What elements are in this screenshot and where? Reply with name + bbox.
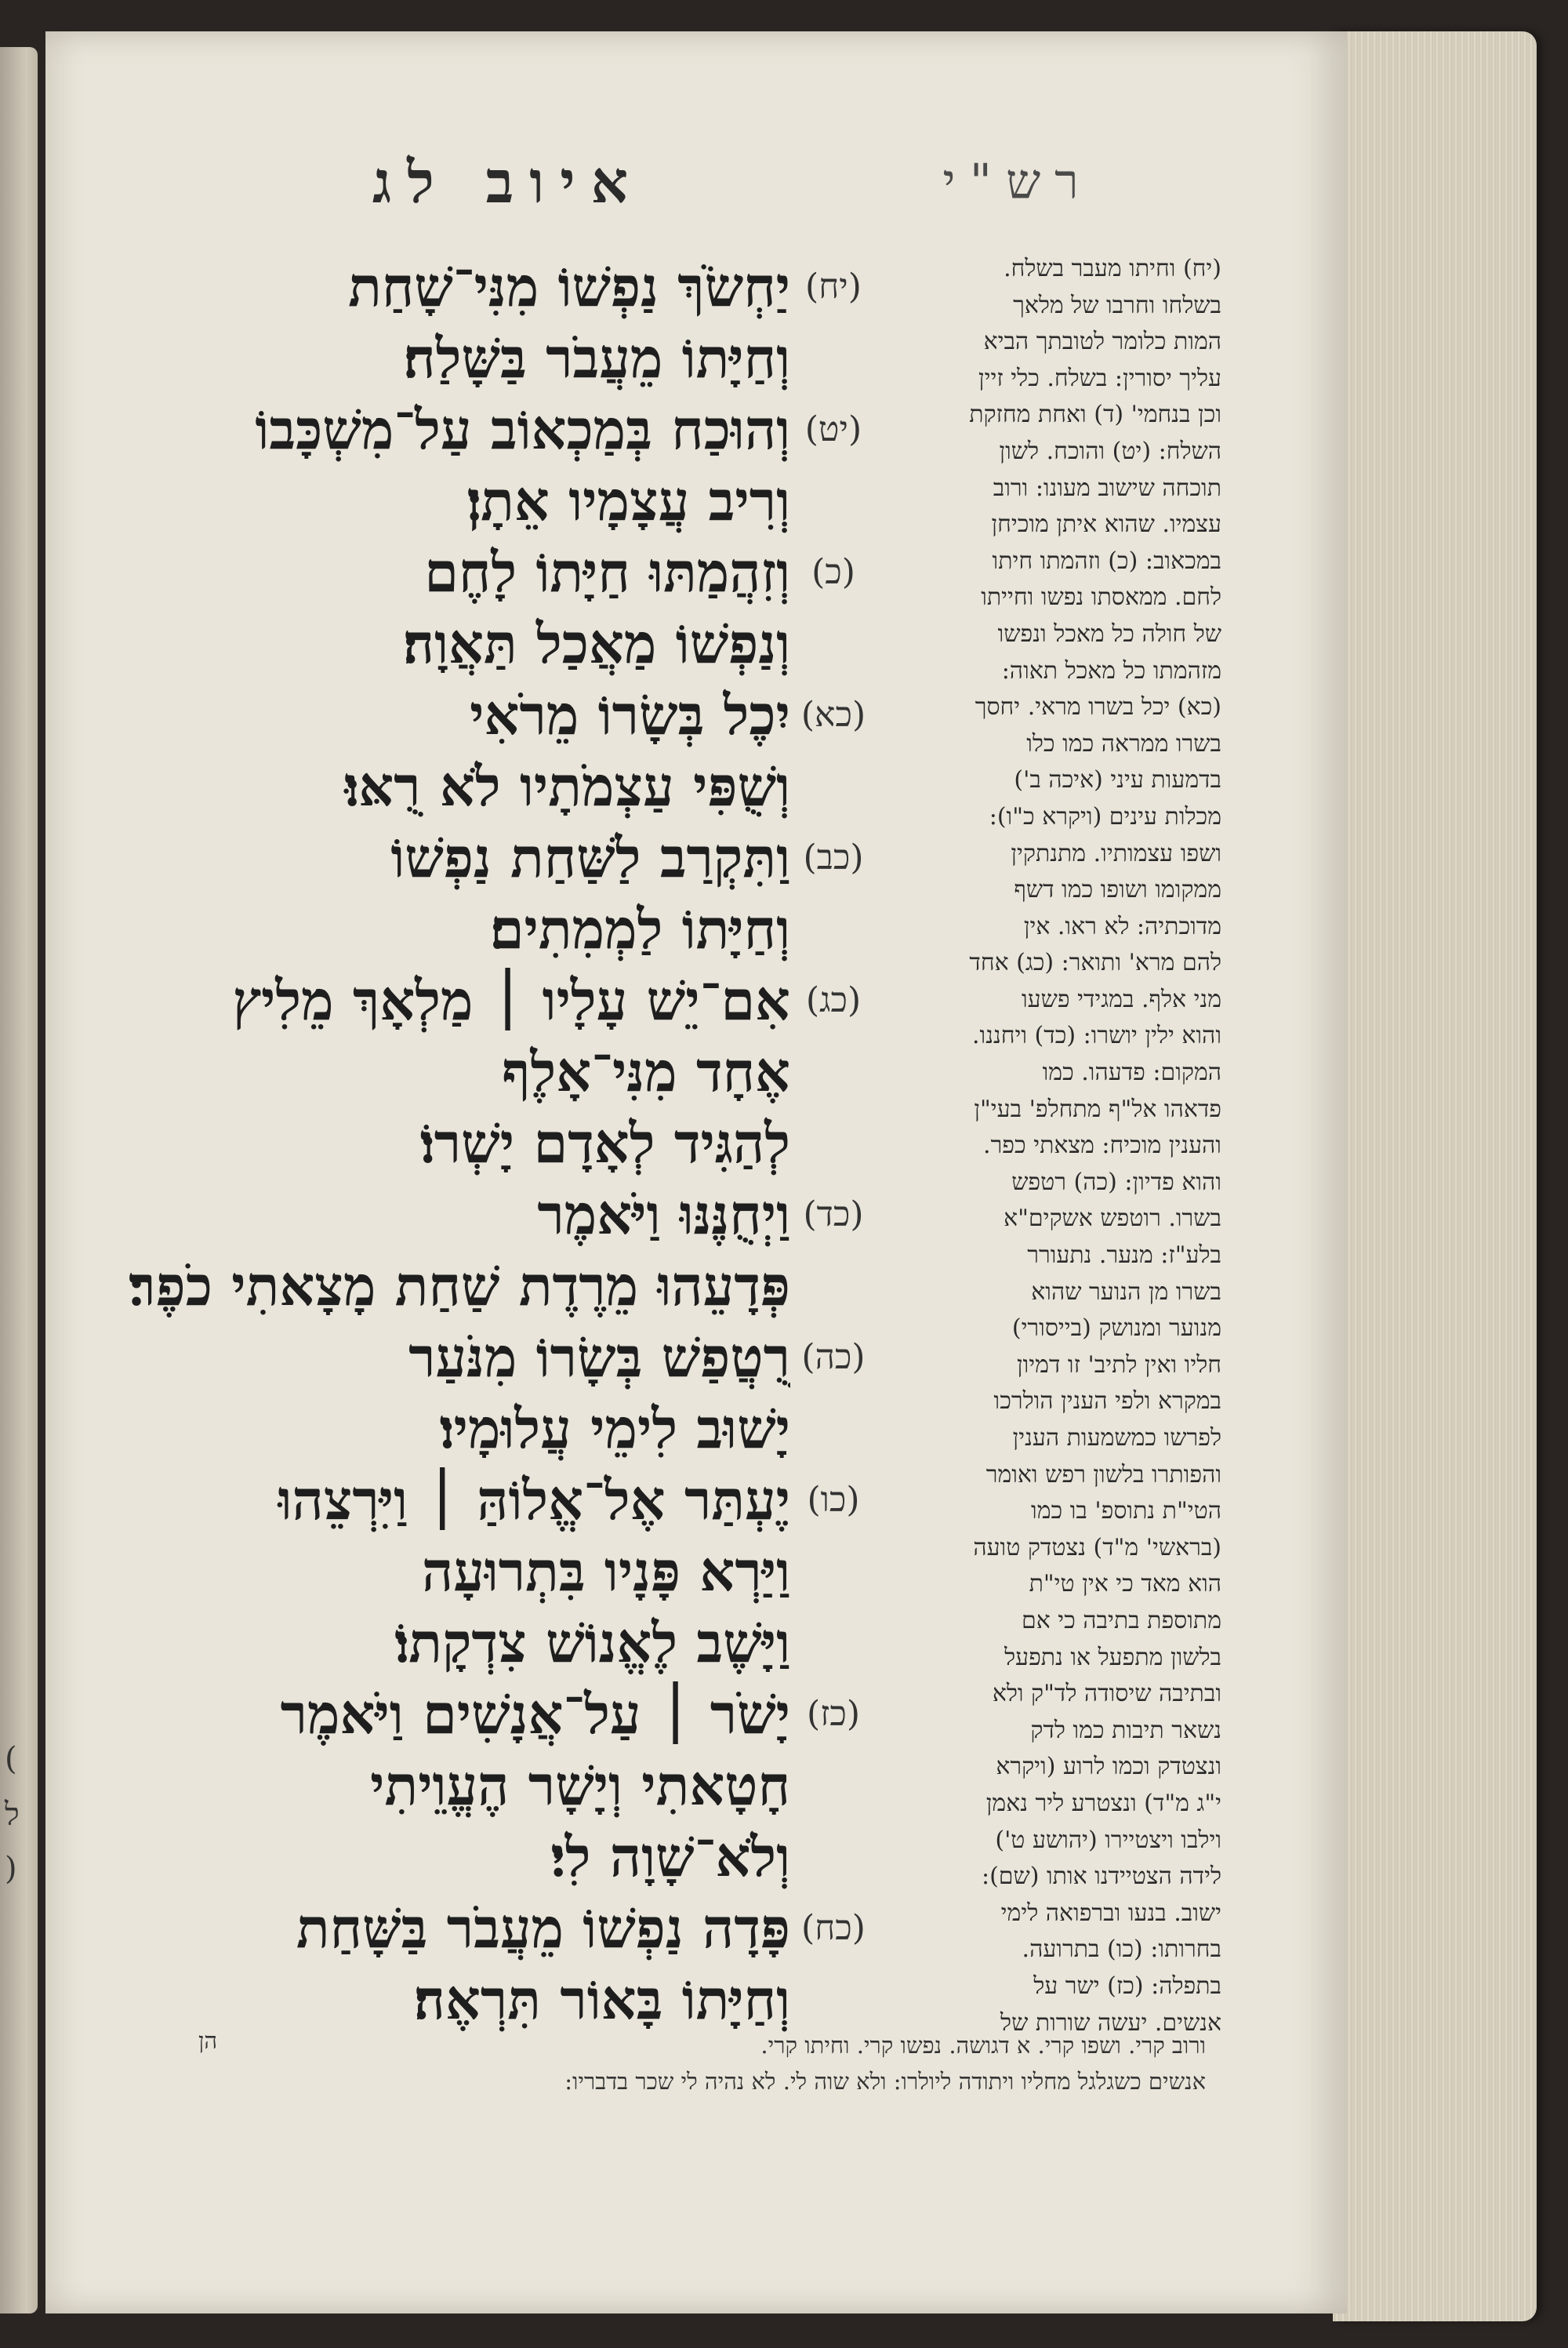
footnote-side-word: הן: [198, 2027, 218, 2054]
verse-text: וְזִהֲמַתּוּ חַיָּתוֹ לָחֶם: [424, 539, 790, 605]
rashi-line: המות כלומר לטובתך הביא: [983, 328, 1221, 356]
rashi-line: וילבו ויצטיירו (יהושע ט'): [995, 1826, 1221, 1854]
rashi-line: מדוכתיה: לא ראו. אין: [1023, 912, 1221, 940]
rashi-line: הוא מאד כי אין טי"ת: [1029, 1570, 1221, 1598]
rashi-line: המקום: פדעהו. כמו: [1042, 1059, 1221, 1087]
verse-line: [100, 1892, 877, 1964]
rashi-line: בחרותו: (כו) בתרועה.: [1022, 1935, 1221, 1964]
rashi-line: הטי"ת נתוספ' בו כמו: [1031, 1497, 1221, 1525]
rashi-line: בתפלה: (כז) ישר על: [1033, 1972, 1221, 2000]
rashi-line: י"ג מ"ד) ונצטרע ליר נאמן: [985, 1789, 1221, 1817]
verse-text: אִם־יֵשׁ עָלָיו ׀ מַלְאָךְ מֵלִיץ: [232, 967, 790, 1033]
verse-text: וְשֻׁפִּי עַצְמֹתָיו לֹא רֻאּוּ׃: [344, 753, 790, 819]
rashi-line: לפרשו כמשמעות הענין: [1012, 1424, 1221, 1452]
verse-text: יַחְשֹׂךְ נַפְשׁוֹ מִנִּי־שָׁחַת: [348, 253, 790, 319]
verse-text: וְרִיב עֲצָמָיו אֵתָן׃: [466, 467, 790, 533]
rashi-line: (בראשי' מ"ד) נצטדק טועה: [973, 1533, 1221, 1561]
verse-number: (כא): [800, 695, 866, 735]
verse-text: פָּדָה נַפְשׁוֹ מֵעֲבֹר בַּשָּׁחַת: [296, 1895, 790, 1961]
rashi-line: בלשון מתפעל או נתפעל: [1004, 1643, 1221, 1671]
verse-line: [100, 893, 877, 965]
verse-number: (כב): [803, 838, 864, 878]
verse-line: [100, 322, 877, 394]
verse-line: [100, 608, 877, 679]
verse-number: (כו): [807, 1480, 860, 1520]
verse-line: [100, 1964, 877, 2035]
rashi-line: ושפו עצמותיו. מתנתקין: [1011, 839, 1221, 867]
rashi-header: רש"י: [942, 153, 1093, 210]
rashi-line: בשלחו וחרבו של מלאך: [1013, 291, 1221, 319]
verse-number: (כ): [811, 552, 855, 592]
verse-line: [100, 1107, 877, 1179]
rashi-line: ממקומו ושופו כמו דשף: [1014, 876, 1221, 904]
rashi-line: מזהמתו כל מאכל תאוה:: [1001, 656, 1221, 685]
rashi-line: מכלות עינים (ויקרא כ"ו):: [989, 802, 1221, 831]
verse-text: וְחַיָּתוֹ מֵעֲבֹר בַּשָּׁלַח׃: [403, 325, 790, 391]
page-stack-edges: [1333, 31, 1537, 2321]
rashi-line: (יח) וחיתו מעבר בשלח.: [1004, 255, 1221, 282]
margin-mark: (: [5, 1741, 17, 1777]
rashi-line: נשאר תיבות כמו לדק: [1030, 1716, 1221, 1744]
footnote: [202, 2027, 1206, 2099]
rashi-line: פדאהו אל"ף מתחלפ' בעי"ן: [974, 1095, 1221, 1123]
rashi-line: והפותרו בלשון רפש ואומר: [985, 1460, 1221, 1488]
verse-text: וְלֹא־שָׁוָה לִי׃: [550, 1823, 790, 1889]
verse-line: [100, 822, 877, 893]
verse-text: יֶעְתַּר אֶל־אֱלוֹהַּ ׀ וַיִּרְצֵהוּ: [278, 1467, 790, 1532]
verse-text: יָשֹׁר ׀ עַל־אֲנָשִׁים וַיֹּאמֶר: [280, 1681, 790, 1746]
verse-text: רֻטֲפַשׁ בְּשָׂרוֹ מִנֹּעַר: [408, 1324, 790, 1390]
rashi-line: עליך יסורין: בשלח. כלי זיין: [978, 364, 1221, 392]
verse-line: [100, 1321, 877, 1393]
verse-line: [100, 1036, 877, 1107]
rashi-line: להם מרא' ותואר: (כג) אחד: [969, 949, 1221, 977]
rashi-line: מתוספת בתיבה כי אם: [1021, 1606, 1221, 1634]
rashi-line: (כא) יכל בשרו מראי. יחסך: [975, 693, 1221, 721]
margin-mark: ): [5, 1851, 17, 1887]
verse-number: (כה): [801, 1337, 866, 1377]
rashi-line: מנוער ומנושק (בייסורי): [1011, 1314, 1221, 1343]
verse-line: [100, 1179, 877, 1250]
verse-text: וַתִּקְרַב לַשַּׁחַת נַפְשׁוֹ: [390, 824, 790, 890]
verse-number: (כד): [803, 1194, 864, 1234]
verse-line: [100, 679, 877, 751]
rashi-line: בדמעות עיני (איכה ב'): [1014, 766, 1221, 794]
rashi-line: תוכחה שישוב מעונו: ורוב: [993, 474, 1221, 502]
rashi-line: והענין מוכיח: מצאתי כפר.: [983, 1132, 1221, 1160]
verse-line: [100, 394, 877, 465]
rashi-line: חליו ואין לתיב' זו דמיון: [1016, 1350, 1221, 1379]
verse-column: [100, 251, 877, 2035]
rashi-line: השלח: (יט) והוכח. לשון: [999, 437, 1221, 465]
rashi-line: לידה הצטיידנו אותו (שם):: [981, 1863, 1221, 1891]
previous-page-edge: [0, 47, 38, 2313]
verse-line: [100, 1536, 877, 1607]
rashi-line: והוא פדיון: (כה) רטפש: [1011, 1168, 1221, 1196]
verse-text: וְהוּכַח בְּמַכְאוֹב עַל־מִשְׁכָּבוֹ: [255, 396, 790, 462]
verse-text: וְחַיָּתוֹ לַמְמִתִים׃: [489, 896, 790, 961]
verse-line: [100, 965, 877, 1036]
verse-line: [100, 1607, 877, 1678]
rashi-line: בלע"ז: מנער. נתעורר: [1027, 1241, 1221, 1270]
rashi-line: ונצטדק וכמו לרוע (ויקרא: [996, 1753, 1221, 1781]
book-page: [45, 31, 1347, 2313]
rashi-line: ישוב. בנעו וברפואה לימי: [1000, 1899, 1221, 1927]
rashi-line: לחם. ממאסתו נפשו וחייתו: [981, 583, 1221, 612]
verse-text: לְהַגִּיד לְאָדָם יָשְׁרוֹ׃: [419, 1110, 790, 1176]
verse-text: חָטָאתִי וְיָשָׁר הֶעֱוֵיתִי: [370, 1752, 790, 1818]
verse-text: וַיְחֻנֶּנּוּ וַיֹּאמֶר: [537, 1181, 790, 1247]
verse-text: וַיָּשֶׁב לֶאֱנוֹשׁ צִדְקָתוֹ׃: [394, 1609, 790, 1675]
verse-line: [100, 1464, 877, 1536]
footnote-line: אנשים כשגלגל מחליו ויתודה ליולרו: ולא שוה לי. לא נהיה לי שכר בדבריו:: [564, 2068, 1206, 2095]
verse-text: אֶחָד מִנִּי־אָלֶף: [502, 1038, 790, 1104]
verse-line: [100, 536, 877, 608]
margin-mark: ל: [5, 1797, 20, 1833]
rashi-line: בשרו. רוטפש אשקים"א: [1004, 1205, 1221, 1233]
verse-text: יִכֶל בְּשָׂרוֹ מֵרֹאִי: [470, 682, 790, 747]
verse-line: [100, 251, 877, 322]
verse-number: (כח): [801, 1908, 866, 1948]
rashi-line: במקרא ולפי הענין הולרכו: [993, 1387, 1221, 1416]
rashi-line: בשרו מן הנוער שהוא: [1031, 1278, 1221, 1306]
book-chapter-header: איוב לג: [372, 149, 644, 216]
rashi-line: וכן בנחמי' (ד) ואחת מחזקת: [969, 401, 1221, 429]
verse-line: [100, 1750, 877, 1821]
verse-text: וְנַפְשׁוֹ מַאֲכַל תַּאֲוָה׃: [402, 610, 790, 676]
verse-line: [100, 1393, 877, 1464]
rashi-line: מני אלף. במגידי פשעו: [1021, 985, 1221, 1013]
rashi-line: עצמיו. שהוא איתן מוכיחן: [991, 511, 1221, 539]
rashi-line: של חולה כל מאכל ונפשו: [997, 620, 1221, 648]
verse-text: וַיַּרְא פָּנָיו בִּתְרוּעָה: [421, 1538, 790, 1604]
footnote-line: ורוב קרי. ושפו קרי. א דגושה. נפשו קרי. וחיתו קרי.: [760, 2032, 1206, 2059]
verse-number: (כז): [806, 1694, 861, 1734]
rashi-line: במכאוב: (כ) וזהמתו חיתו: [992, 547, 1221, 575]
verse-line: [100, 465, 877, 536]
verse-text: וְחַיָּתוֹ בָּאוֹר תִּרְאֶה׃: [413, 1966, 790, 2032]
verse-number: (כג): [805, 980, 862, 1020]
rashi-line: ובתיבה שיסודה לד"ק ולא: [992, 1680, 1221, 1708]
verse-number: (יט): [804, 409, 862, 449]
verse-text: פְּדָעֵהוּ מֵרֶדֶת שַׁחַת מָצָאתִי כֹפֶר׃: [129, 1252, 790, 1318]
verse-line: [100, 1678, 877, 1750]
rashi-line: אנשים. יעשה שורות של: [1000, 2008, 1221, 2037]
verse-line: [100, 1821, 877, 1892]
rashi-commentary-column: [877, 251, 1221, 2041]
rashi-line: והוא ילין יושרו: (כד) ויחננו.: [972, 1022, 1221, 1050]
verse-line: [100, 751, 877, 822]
verse-text: יָשׁוּב לִימֵי עֲלוּמָיו׃: [439, 1395, 790, 1461]
verse-number: (יח): [805, 267, 862, 307]
rashi-line: בשרו ממראה כמו כלו: [1026, 729, 1221, 758]
verse-line: [100, 1250, 877, 1321]
